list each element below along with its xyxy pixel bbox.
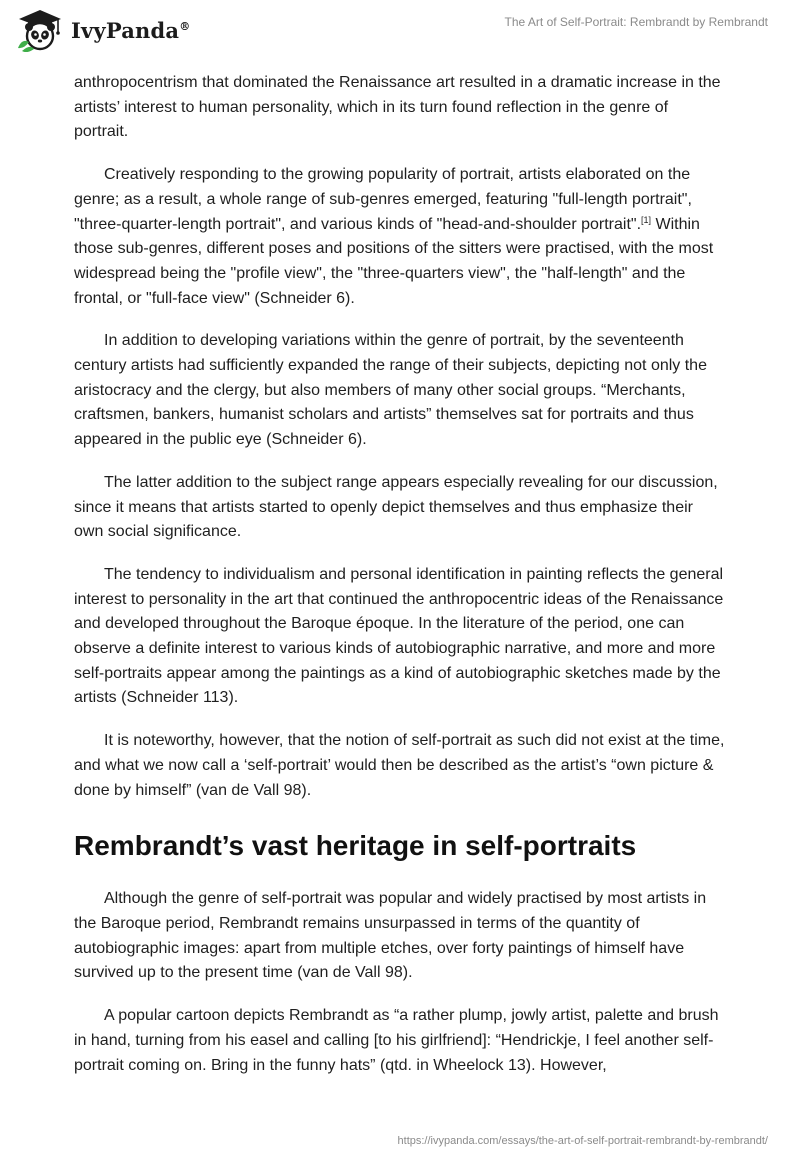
document-title: The Art of Self-Portrait: Rembrandt by Rembrandt bbox=[504, 15, 768, 29]
paragraph: The latter addition to the subject range appears especially revealing for our discussion, since it means that artists started to openly depict themselves and thus emphasize their own social significance. bbox=[74, 473, 718, 541]
paragraph: In addition to developing variations within the genre of portrait, by the seventeenth century artists had sufficiently expanded the range of their subjects, depicting not only the aristocracy and the clergy, but also members of many other social groups. “Merchants, craftsmen, bankers, humanist scholars and artists” themselves sat for portraits and thus appeared in the public eye (Schneider 6). bbox=[74, 332, 707, 449]
page-header bbox=[0, 0, 800, 64]
paragraph: The tendency to individualism and personal identification in painting reflects the general interest to personality in the art that continued the anthropocentric ideas of the Renaissance and developed throughout the Baroque époque. In the literature of the period, one can observe a definite interest to various kinds of autobiographic narrative, and more and more self-portraits appear among the paintings as a kind of autobiographic sketches made by the artists (Schneider 113). bbox=[74, 565, 724, 707]
footer-source-url[interactable]: https://ivypanda.com/essays/the-art-of-self-portrait-rembrandt-by-rembrandt/ bbox=[397, 1135, 768, 1147]
brand-name: IvyPanda® bbox=[71, 17, 191, 43]
essay-body bbox=[74, 71, 726, 1096]
paragraph bbox=[74, 163, 726, 311]
paragraph: Although the genre of self-portrait was popular and widely practised by most artists in the Baroque period, Rembrandt remains unsurpassed in terms of the quantity of autobiographic images: apart from multiple etches, over forty paintings of himself have survived up to the present time (van de Vall 98). bbox=[74, 890, 707, 982]
footnote-reference-link[interactable]: [1] bbox=[641, 214, 652, 225]
paragraph-text: Creatively responding to the growing popularity of portrait, artists elaborated on the genre; as a result, a whole range of sub-genres emerged, featuring "full-length portrait", "three-quarter-length portrait", and various kinds of "head-and-shoulder portrait". bbox=[74, 166, 692, 233]
paragraph: A popular cartoon depicts Rembrandt as “a rather plump, jowly artist, palette and brush in hand, turning from his easel and calling [to his girlfriend]: “Hendrickje, I feel another self-portrait coming on. Bring in the funny hats” (qtd. in Wheelock 13). However, bbox=[74, 1007, 719, 1074]
paragraph: anthropocentrism that dominated the Renaissance art resulted in a dramatic increase in the artists’ interest to human personality, which in its turn found reflection in the genre of portrait. bbox=[74, 74, 721, 141]
ivypanda-logo[interactable] bbox=[15, 8, 190, 52]
paragraph-text: Within those sub-genres, different poses and positions of the sitters were practised, with the most widespread being the "profile view", the "three-quarters view", the "half-length" and the frontal, or "full-face view" (Schneider 6). bbox=[74, 215, 714, 307]
panda-mortarboard-icon bbox=[15, 8, 65, 52]
section-heading: Rembrandt’s vast heritage in self-portraits bbox=[74, 830, 637, 862]
paragraph: It is noteworthy, however, that the notion of self-portrait as such did not exist at the time, and what we now call a ‘self-portrait’ would then be described as the artist’s “own picture & done by himself” (van de Vall 98). bbox=[74, 732, 725, 799]
